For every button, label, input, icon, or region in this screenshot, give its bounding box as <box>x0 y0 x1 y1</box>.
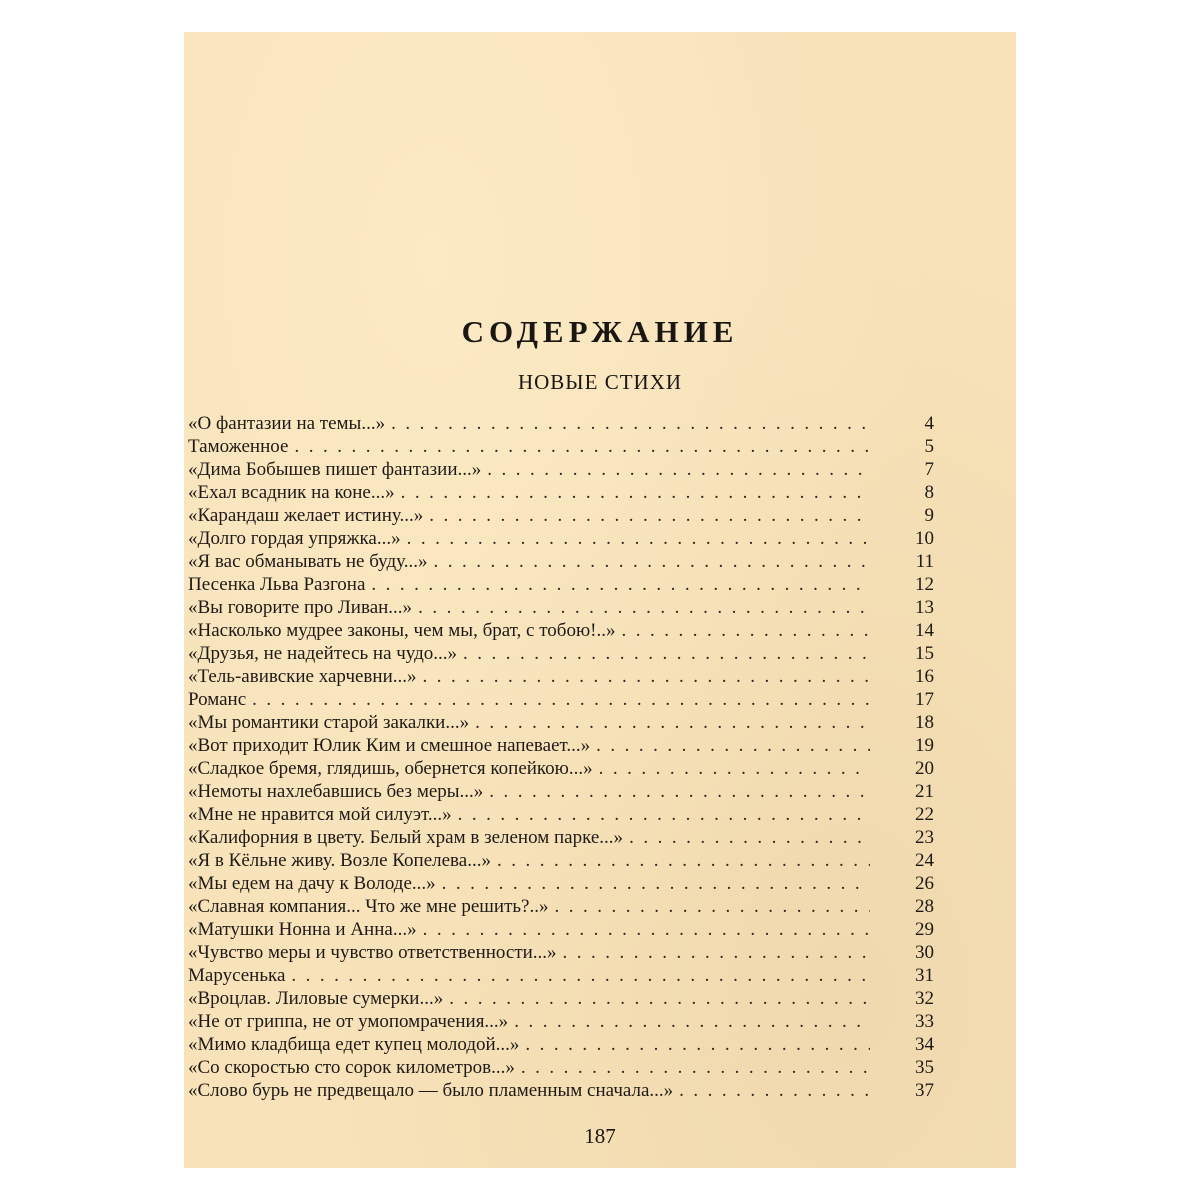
toc-entry-page: 26 <box>915 873 934 894</box>
toc-entry-page: 17 <box>915 689 934 710</box>
toc-entry-title: «Долго гордая упряжка...» <box>188 528 401 549</box>
toc-entry-page: 18 <box>915 712 934 733</box>
toc-entry-title: «Вот приходит Юлик Ким и смешное напевает...» <box>188 735 591 756</box>
toc-entry-page: 16 <box>915 666 934 687</box>
toc-entry-title: «Дима Бобышев пишет фантазии...» <box>188 459 482 480</box>
toc-entry <box>188 757 934 780</box>
toc-entry-title: «Ехал всадник на коне...» <box>188 482 395 503</box>
toc-entry <box>188 1033 934 1056</box>
toc-entry <box>188 642 934 665</box>
toc-entry-page: 19 <box>915 735 934 756</box>
toc-entry <box>188 527 934 550</box>
toc-entry <box>188 435 934 458</box>
toc-entry <box>188 872 934 895</box>
toc-entry-title: «Мимо кладбища едет купец молодой...» <box>188 1034 520 1055</box>
dot-leader <box>429 504 870 527</box>
toc-entry <box>188 849 934 872</box>
toc-entry <box>188 803 934 826</box>
toc-entry <box>188 665 934 688</box>
toc-entry-page: 22 <box>915 804 934 825</box>
toc-entry <box>188 1010 934 1033</box>
toc-entry-title: «Не от гриппа, не от умопомрачения...» <box>188 1011 509 1032</box>
toc-entry-page: 21 <box>915 781 934 802</box>
toc-entry-page: 33 <box>915 1011 934 1032</box>
toc-entry <box>188 1079 934 1102</box>
toc-entry-title: «Слово бурь не предвещало — было пламенным сначала...» <box>188 1080 674 1101</box>
toc-entry <box>188 412 934 435</box>
dot-leader <box>521 1056 870 1079</box>
dot-leader <box>391 412 870 435</box>
toc-entry-page: 9 <box>924 505 934 526</box>
toc-entry-title: «Мы едем на дачу к Володе...» <box>188 873 436 894</box>
toc-entry <box>188 550 934 573</box>
dot-leader <box>423 918 870 941</box>
dot-leader <box>487 458 870 481</box>
dot-leader <box>458 803 870 826</box>
toc-entry <box>188 711 934 734</box>
toc-entry-page: 23 <box>915 827 934 848</box>
dot-leader <box>463 642 870 665</box>
dot-leader <box>489 780 870 803</box>
toc-entry-page: 29 <box>915 919 934 940</box>
toc-entry-title: «Матушки Нонна и Анна...» <box>188 919 417 940</box>
toc-entry-title: «Карандаш желает истину...» <box>188 505 424 526</box>
dot-leader <box>629 826 870 849</box>
toc-entry-page: 35 <box>915 1057 934 1078</box>
toc-entry <box>188 481 934 504</box>
toc-entry-page: 20 <box>915 758 934 779</box>
toc-entry-page: 32 <box>915 988 934 1009</box>
toc-entry-page: 34 <box>915 1034 934 1055</box>
contents-heading: СОДЕРЖАНИЕ <box>461 314 739 349</box>
toc-entry-title: «Со скоростью сто сорок километров...» <box>188 1057 515 1078</box>
dot-leader <box>407 527 870 550</box>
toc-entry-title: «Я вас обманывать не буду...» <box>188 551 428 572</box>
dot-leader <box>442 872 870 895</box>
toc-entry-page: 15 <box>915 643 934 664</box>
dot-leader <box>554 895 870 918</box>
toc-entry-page: 30 <box>915 942 934 963</box>
toc-entry-title: «Сладкое бремя, глядишь, обернется копейкою...» <box>188 758 593 779</box>
toc-entry-title: «О фантазии на темы...» <box>188 413 386 434</box>
dot-leader <box>475 711 870 734</box>
toc-entry-title: «Насколько мудрее законы, чем мы, брат, с тобою!..» <box>188 620 616 641</box>
toc-entry-page: 12 <box>915 574 934 595</box>
dot-leader <box>497 849 870 872</box>
dot-leader <box>599 757 870 780</box>
toc-entry <box>188 619 934 642</box>
toc-entry-page: 24 <box>915 850 934 871</box>
toc-entry-title: «Вроцлав. Лиловые сумерки...» <box>188 988 444 1009</box>
dot-leader <box>423 665 871 688</box>
toc-entry <box>188 458 934 481</box>
toc-entry-page: 8 <box>924 482 934 503</box>
toc-entry <box>188 964 934 987</box>
toc-entry-page: 10 <box>915 528 934 549</box>
toc-entry-page: 4 <box>924 413 934 434</box>
toc-entry-title: «Мне не нравится мой силуэт...» <box>188 804 452 825</box>
toc-entry <box>188 780 934 803</box>
toc-entry-title: «Немоты нахлебавшись без меры...» <box>188 781 484 802</box>
toc-entry <box>188 688 934 711</box>
toc-entry <box>188 596 934 619</box>
dot-leader <box>596 734 870 757</box>
toc-entry-page: 11 <box>915 551 934 572</box>
dot-leader <box>371 573 870 596</box>
dot-leader <box>418 596 870 619</box>
toc-entry-title: «Калифорния в цвету. Белый храм в зеленом парке...» <box>188 827 624 848</box>
dot-leader <box>401 481 870 504</box>
toc-entry-page: 14 <box>915 620 934 641</box>
dot-leader <box>679 1079 870 1102</box>
toc-entry <box>188 987 934 1010</box>
toc-entry-title: «Друзья, не надейтесь на чудо...» <box>188 643 458 664</box>
toc-entry-title: «Тель-авивские харчевни...» <box>188 666 417 687</box>
toc-entry <box>188 734 934 757</box>
toc-entry-page: 7 <box>924 459 934 480</box>
toc-entry <box>188 941 934 964</box>
toc-entry <box>188 826 934 849</box>
toc-entry-title: Марусенька <box>188 965 286 986</box>
dot-leader <box>252 688 870 711</box>
toc-entry-title: «Чувство меры и чувство ответственности...» <box>188 942 557 963</box>
toc-entry-page: 37 <box>915 1080 934 1101</box>
toc-entry-title: «Мы романтики старой закалки...» <box>188 712 470 733</box>
dot-leader <box>621 619 870 642</box>
toc-entry-title: Романс <box>188 689 247 710</box>
toc-entry <box>188 895 934 918</box>
toc-entry-title: Таможенное <box>188 436 289 457</box>
toc-entry <box>188 573 934 596</box>
toc-entry <box>188 1056 934 1079</box>
toc-entry-title: «Я в Кёльне живу. Возле Копелева...» <box>188 850 491 871</box>
toc-entry-title: «Вы говорите про Ливан...» <box>188 597 413 618</box>
table-of-contents <box>188 412 934 1102</box>
book-page <box>184 32 1016 1168</box>
dot-leader <box>294 435 870 458</box>
toc-entry <box>188 504 934 527</box>
toc-entry-page: 5 <box>924 436 934 457</box>
toc-entry-page: 13 <box>915 597 934 618</box>
section-title: НОВЫЕ СТИХИ <box>517 370 683 394</box>
dot-leader <box>434 550 871 573</box>
page-number: 187 <box>584 1124 616 1148</box>
toc-entry-title: Песенка Льва Разгона <box>188 574 366 595</box>
toc-entry-page: 31 <box>915 965 934 986</box>
dot-leader <box>449 987 870 1010</box>
toc-entry <box>188 918 934 941</box>
dot-leader <box>563 941 870 964</box>
dot-leader <box>525 1033 870 1056</box>
toc-entry-title: «Славная компания... Что же мне решить?..» <box>188 896 549 917</box>
dot-leader <box>291 964 870 987</box>
dot-leader <box>514 1010 870 1033</box>
toc-entry-page: 28 <box>915 896 934 917</box>
